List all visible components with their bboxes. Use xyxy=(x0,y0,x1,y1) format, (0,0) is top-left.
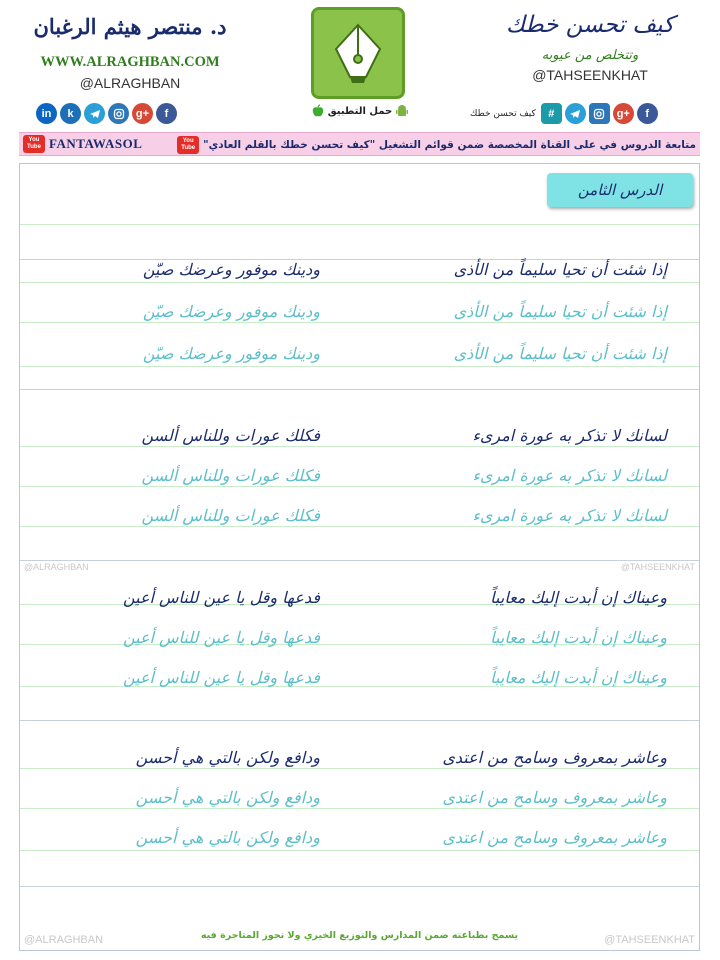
lesson-title: الدرس الثامن xyxy=(547,173,693,207)
watermark-left: @ALRAGHBAN xyxy=(24,562,89,572)
left-social-icons xyxy=(36,103,177,124)
right-social-icons xyxy=(468,103,658,124)
kik-icon[interactable]: k xyxy=(60,103,81,124)
print-permission-notice: يسمح بطباعته ضمن المدارس والتوزيع الخيري ولا تجوز المتاجرة فيه xyxy=(200,930,519,941)
app-download-label[interactable]: حمل التطبيق xyxy=(327,105,393,117)
google-plus-icon[interactable]: g+ xyxy=(132,103,153,124)
hashtag-label: كيف تحسن خطك xyxy=(470,108,536,119)
channel-link[interactable] xyxy=(23,135,142,153)
instagram-icon[interactable] xyxy=(108,103,129,124)
google-plus-icon-right[interactable]: g+ xyxy=(613,103,634,124)
youtube-icon-inline: You Tube xyxy=(177,136,199,154)
footer-handle-right: @TAHSEENKHAT xyxy=(604,934,695,946)
pen-nib-icon xyxy=(328,21,388,85)
verse-2-second-half: فكلك عورات وللناس ألسن xyxy=(141,426,320,445)
footer-handle-left: @ALRAGHBAN xyxy=(24,934,104,946)
verse-4-trace-2-first: وعاشر بمعروف وسامح من اعتدى xyxy=(442,828,667,847)
verse-2-trace-1-first: لسانك لا تذكر به عورة امرىء xyxy=(472,466,667,485)
verse-3-trace-1-second: فدعها وقل يا عين للناس أعين xyxy=(122,628,320,647)
brand-block xyxy=(480,8,700,83)
facebook-icon[interactable]: f xyxy=(156,103,177,124)
verse-4-trace-1-second: ودافع ولكن بالتي هي أحسن xyxy=(135,788,320,807)
facebook-icon-right[interactable]: f xyxy=(637,103,658,124)
youtube-icon: You Tube xyxy=(23,135,45,153)
verse-3-trace-2-first: وعيناك إن أبدت إليك معايباً xyxy=(490,668,667,687)
verse-1-trace-1-second: ودينك موفور وعرضك صيّن xyxy=(142,302,320,321)
verse-3-trace-2-second: فدعها وقل يا عين للناس أعين xyxy=(122,668,320,687)
verse-1-second-half: ودينك موفور وعرضك صيّن xyxy=(142,260,320,279)
hashtag-icon[interactable]: # xyxy=(541,103,562,124)
practice-sheet xyxy=(19,163,700,951)
android-icon[interactable] xyxy=(395,104,409,118)
apple-icon[interactable] xyxy=(311,104,325,118)
author-signature: د. منتصر هيثم الرغبان xyxy=(33,14,227,39)
instagram-icon-right[interactable] xyxy=(589,103,610,124)
app-download-row xyxy=(310,104,410,118)
verse-1-first-half: إذا شئت أن تحيا سليماً من الأذى xyxy=(453,260,667,279)
channel-name[interactable]: FANTAWASOL xyxy=(49,136,143,151)
verse-4-second-half: ودافع ولكن بالتي هي أحسن xyxy=(135,748,320,767)
verse-3-first-half: وعيناك إن أبدت إليك معايباً xyxy=(490,588,667,607)
playlist-banner xyxy=(19,132,700,156)
verse-2-trace-2-first: لسانك لا تذكر به عورة امرىء xyxy=(472,506,667,525)
verse-4-trace-2-second: ودافع ولكن بالتي هي أحسن xyxy=(135,828,320,847)
banner-text: متابعة الدروس في على القناة المخصصة ضمن قوائم التشغيل "كيف تحسن خطك بالقلم العادي" xyxy=(203,139,696,151)
telegram-icon-right[interactable] xyxy=(565,103,586,124)
verse-2-first-half: لسانك لا تذكر به عورة امرىء xyxy=(472,426,667,445)
verse-3-trace-1-first: وعيناك إن أبدت إليك معايباً xyxy=(490,628,667,647)
verse-2-trace-2-second: فكلك عورات وللناس ألسن xyxy=(141,506,320,525)
linkedin-icon[interactable]: in xyxy=(36,103,57,124)
brand-calligraphy: كيف تحسن خطك xyxy=(505,12,675,38)
verse-1-trace-1-first: إذا شئت أن تحيا سليماً من الأذى xyxy=(453,302,667,321)
left-handle: @ALRAGHBAN xyxy=(79,75,181,91)
verse-4-first-half: وعاشر بمعروف وسامح من اعتدى xyxy=(442,748,667,767)
right-handle: @TAHSEENKHAT xyxy=(532,67,648,83)
watermark-right: @TAHSEENKHAT xyxy=(620,562,695,572)
app-logo[interactable] xyxy=(311,7,405,99)
banner-message xyxy=(177,135,696,155)
verse-3-second-half: فدعها وقل يا عين للناس أعين xyxy=(122,588,320,607)
author-block xyxy=(20,8,240,91)
verse-1-trace-2-first: إذا شئت أن تحيا سليماً من الأذى xyxy=(453,344,667,363)
verse-2-trace-1-second: فكلك عورات وللناس ألسن xyxy=(141,466,320,485)
verse-1-trace-2-second: ودينك موفور وعرضك صيّن xyxy=(142,344,320,363)
telegram-icon[interactable] xyxy=(84,103,105,124)
brand-subtitle: وتتخلص من عيوبه xyxy=(541,48,639,63)
verse-4-trace-1-first: وعاشر بمعروف وسامح من اعتدى xyxy=(442,788,667,807)
website-link[interactable]: WWW.ALRAGHBAN.COM xyxy=(40,54,220,70)
